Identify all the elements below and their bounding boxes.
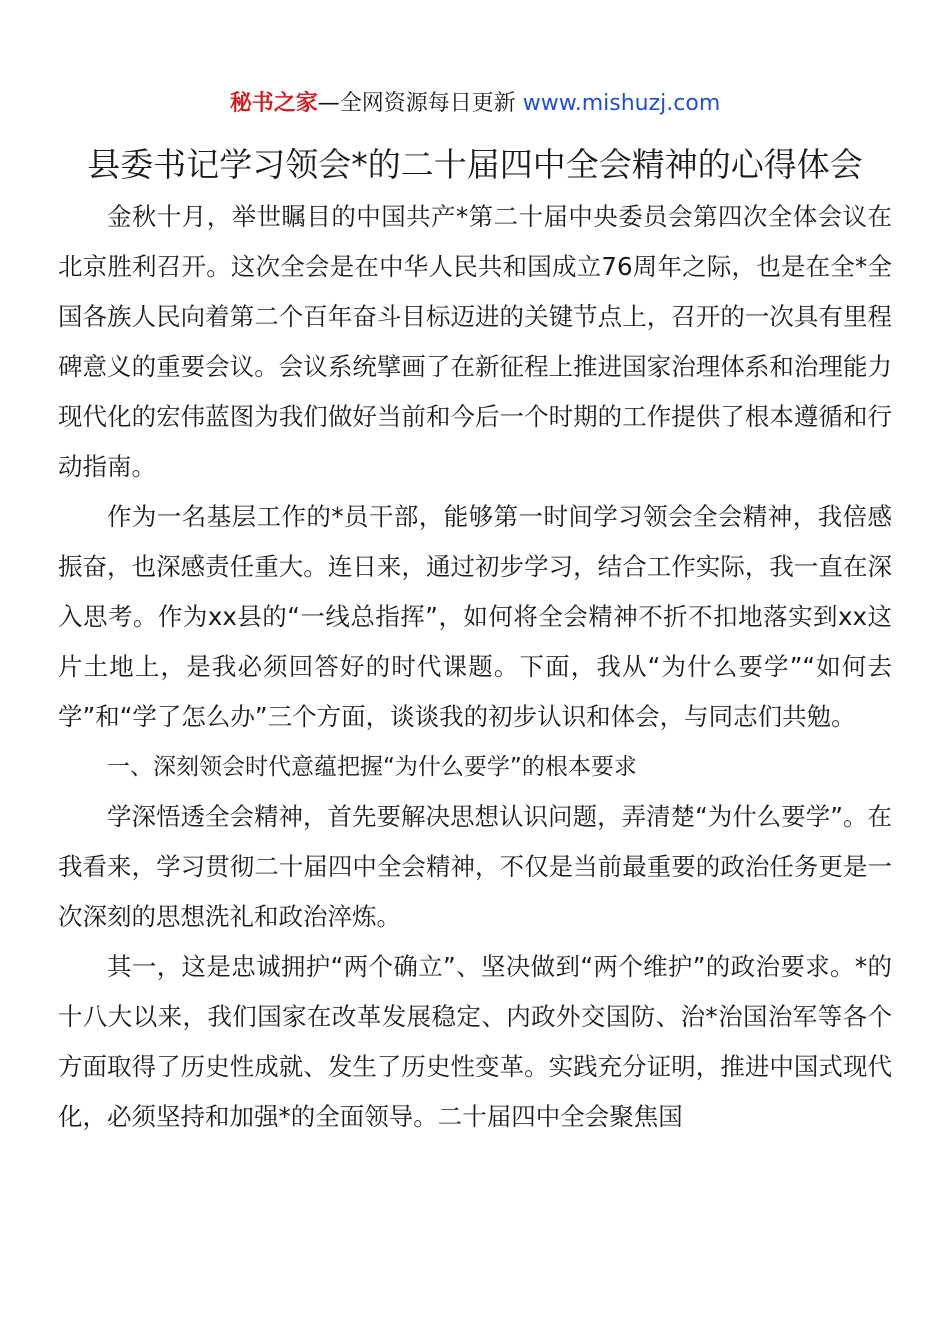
site-tagline: 全网资源每日更新 (339, 91, 516, 116)
document-body (58, 192, 892, 1142)
paragraph: 作为一名基层工作的*员干部，能够第一时间学习领会全会精神，我倍感振奋，也深感责任重大。连日来，通过初步学习，结合工作实际，我一直在深入思考。作为xx县的“一线总指挥”，如何将全会精神不折不扣地落实到xx这片土地上，是我必须回答好的时代课题。下面，我从“为什么要学”“如何去学”和“学了怎么办”三个方面，谈谈我的初步认识和体会，与同志们共勉。 (58, 502, 892, 731)
paragraph: 学深悟透全会精神，首先要解决思想认识问题，弄清楚“为什么要学”。在我看来，学习贯彻二十届四中全会精神，不仅是当前最重要的政治任务更是一次深刻的思想洗礼和政治淬炼。 (58, 802, 892, 931)
paragraph: 金秋十月，举世瞩目的中国共产*第二十届中央委员会第四次全体会议在北京胜利召开。这次全会是在中华人民共和国成立76周年之际，也是在全*全国各族人民向着第二个百年奋斗目标迈进的关键节点上，召开的一次具有里程碑意义的重要会议。会议系统擘画了在新征程上推进国家治理体系和治理能力现代化的宏伟蓝图为我们做好当前和今后一个时期的工作提供了根本遵循和行动指南。 (58, 202, 892, 481)
document-title: 县委书记学习领会*的二十届四中全会精神的心得体会 (87, 145, 863, 184)
site-header (0, 88, 950, 120)
section-heading: 一、深刻领会时代意蕴把握“为什么要学”的根本要求 (107, 754, 637, 780)
paragraph: 其一，这是忠诚拥护“两个确立”、坚决做到“两个维护”的政治要求。*的十八大以来，我们国家在改革发展稳定、内政外交国防、治*治国治军等各个方面取得了历史性成就、发生了历史性变革。实践充分证明，推进中国式现代化，必须坚持和加强*的全面领导。二十届四中全会聚焦国 (58, 952, 892, 1131)
site-url-link[interactable]: www.mishuzj.com (522, 91, 721, 116)
site-brand: 秘书之家 (229, 91, 318, 116)
header-dash: — (317, 91, 340, 116)
